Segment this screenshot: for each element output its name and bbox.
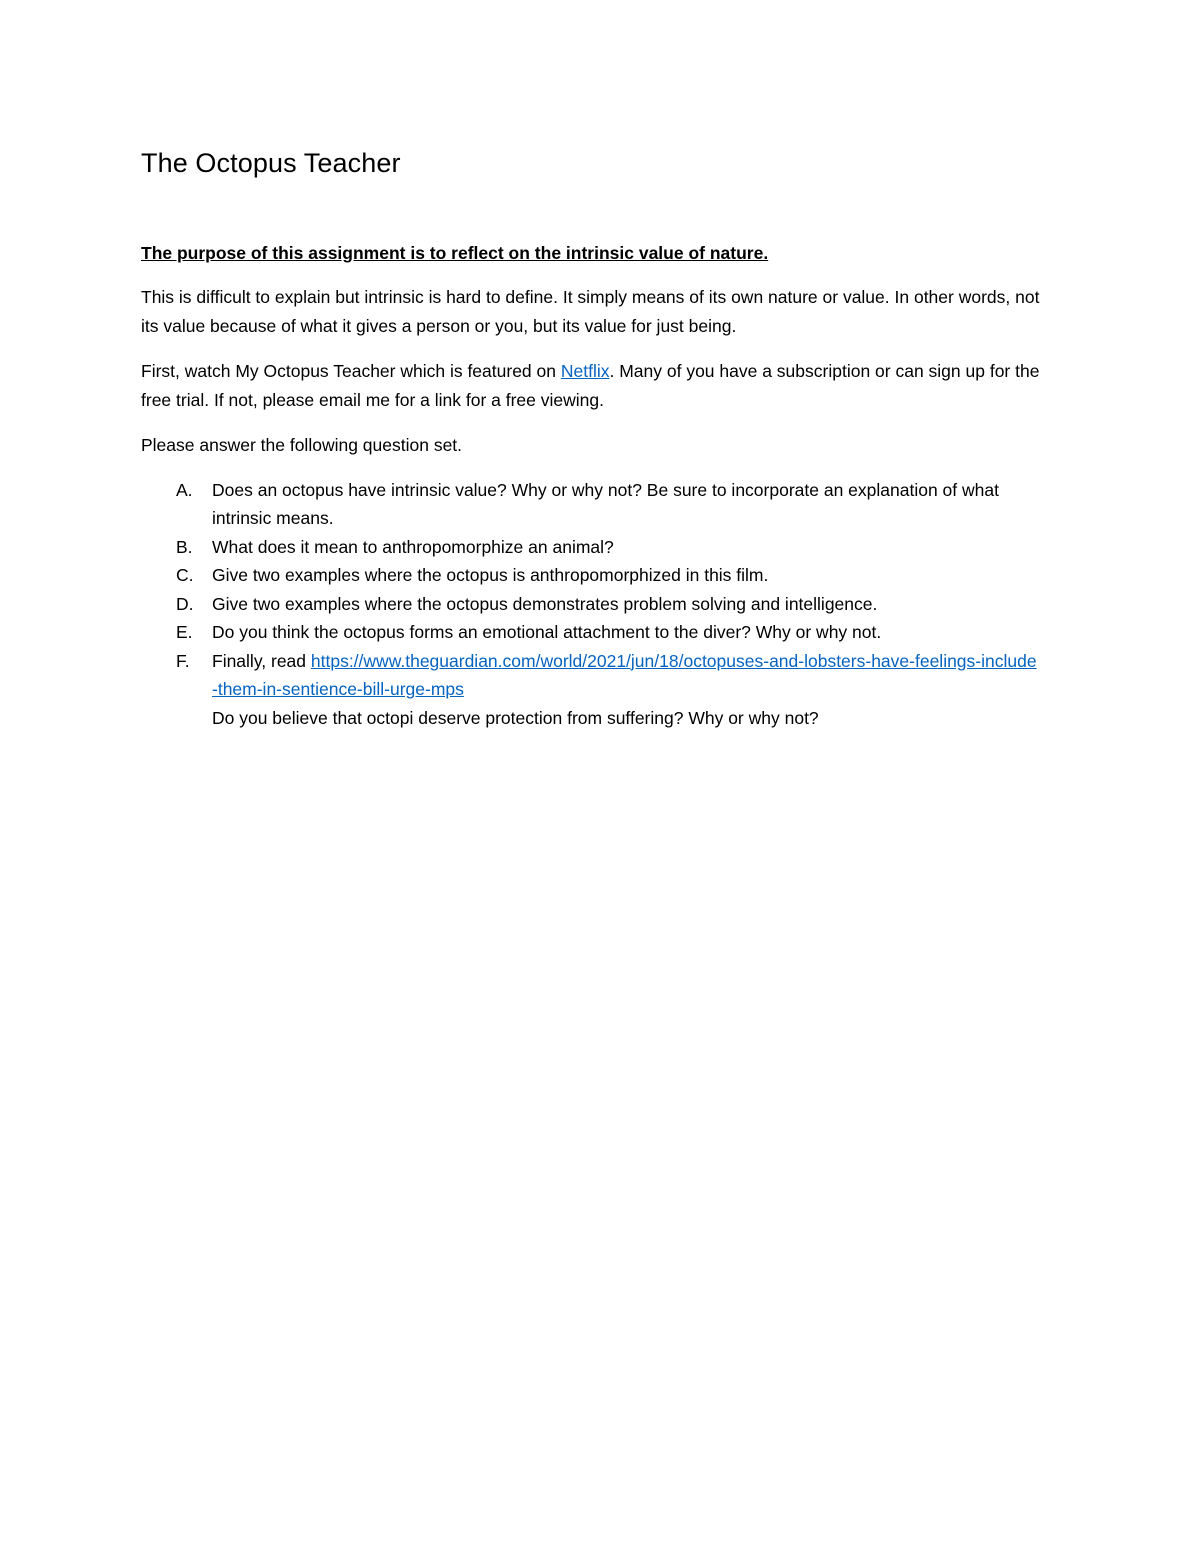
document-title: The Octopus Teacher (141, 148, 401, 178)
question-text: Does an octopus have intrinsic value? Why or why not? Be sure to incorporate an explanation of what intrinsic means. (212, 479, 999, 528)
document-body (141, 146, 1041, 732)
question-item-f (141, 647, 1041, 733)
intro-paragraph: This is difficult to explain but intrinsic is hard to define. It simply means of its own nature or value. In other words, not its value because of what it gives a person or you, but its value for just being. (141, 287, 1040, 336)
netflix-link[interactable]: Netflix (560, 361, 610, 381)
question-text-prefix: Finally, read (212, 650, 311, 671)
question-item-a (141, 476, 1041, 533)
question-item-b (141, 533, 1041, 562)
guardian-article-link[interactable]: https://www.theguardian.com/world/2021/jun/18/octopuses-and-lobsters-have-feelings-include-them-in-sentience-bill-urge-mps (212, 650, 1037, 699)
question-letter: C. (176, 565, 194, 585)
question-letter: E. (176, 622, 193, 642)
question-letter: D. (176, 593, 194, 614)
question-letter: A. (176, 479, 193, 500)
question-text: What does it mean to anthropomorphize an animal? (212, 536, 614, 557)
question-item-c (141, 561, 1041, 590)
question-item-d (141, 590, 1041, 619)
question-text: Give two examples where the octopus demonstrates problem solving and intelligence. (212, 593, 878, 614)
watch-paragraph (141, 357, 1041, 414)
watch-text-after: . Many of you have a subscription or can sign up for the free trial. If not, please email me for a link for a free viewing. (141, 361, 1040, 410)
question-text: Give two examples where the octopus is anthropomorphized in this film. (212, 565, 769, 585)
question-list (141, 476, 1041, 733)
watch-text-before: First, watch My Octopus Teacher which is featured on (141, 361, 561, 381)
question-text: Do you think the octopus forms an emotional attachment to the diver? Why or why not. (212, 622, 882, 642)
question-letter: F. (176, 650, 190, 671)
instruction-line: Please answer the following question set. (141, 435, 463, 455)
purpose-statement: The purpose of this assignment is to reflect on the intrinsic value of nature. (141, 243, 769, 263)
question-followup: Do you believe that octopi deserve protection from suffering? Why or why not? (212, 707, 819, 728)
question-letter: B. (176, 536, 193, 557)
question-item-e (141, 618, 1041, 647)
